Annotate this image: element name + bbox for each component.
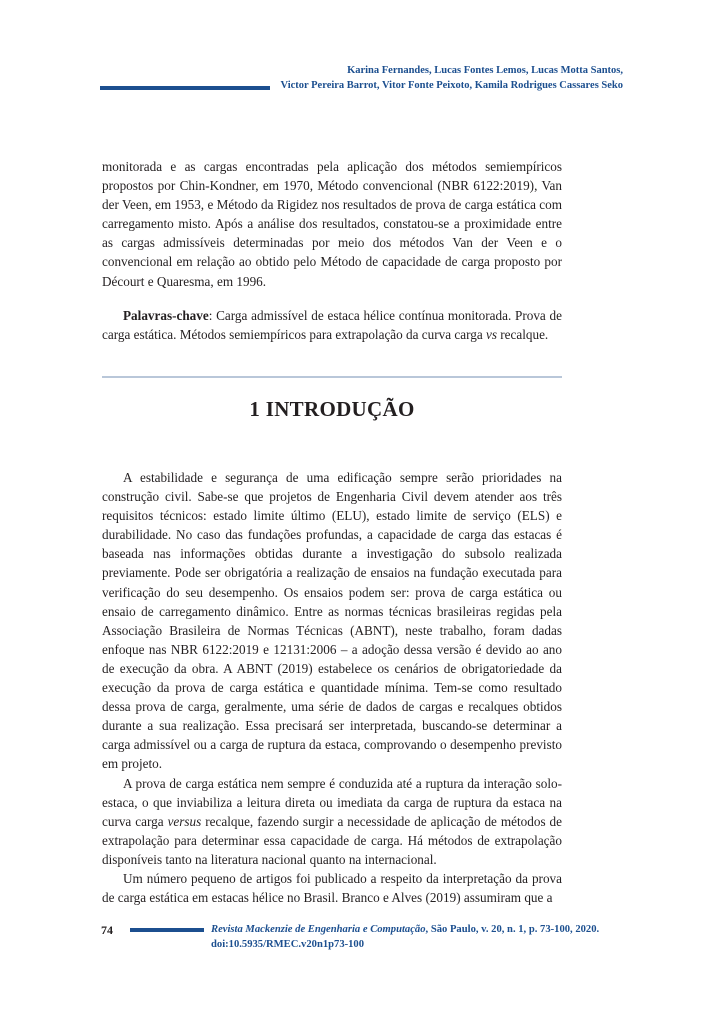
- header-accent-bar: [100, 86, 270, 90]
- intro-p2-text-end: recalque, fazendo surgir a necessidade de aplicação de métodos de extrapolação para determinar essa capacidade de carga. Há métodos de extrapolação disponíveis tanto na literatura nacional quanto na internacional.: [102, 813, 563, 867]
- intro-paragraph-1: A estabilidade e segurança de uma edificação sempre serão prioridades na construção civil. Sabe-se que projetos de Engenharia Civil devem atender aos três requisitos técnicos: estado limite último (ELU), estado limite de serviço (ELS) e durabilidade. No caso das fundações profundas, a capacidade de carga das estacas é baseada nas informações obtidas durante a investigação do subsolo realizada previamente. Pode ser obrigatória a realização de ensaios na fundação executada para verificação do seu desempenho. Os ensaios podem ser: prova de carga estática ou ensaio de carregamento dinâmico. Entre as normas técnicas brasileiras regidas pela Associação Brasileira de Normas Técnicas (ABNT), neste trabalho, foram dadas enfoque nas NBR 6122:2019 e 12131:2006 – a adoção dessa versão é devido ao ano de execução da obra. A ABNT (2019) estabelece os cenários de obrigatoriedade da execução da prova de carga estática e quantidade mínima. Tem-se como resultado dessa prova de carga, geralmente, uma série de dados de cargas e recalques obtidos durante a sua realização. Essa precisará ser interpretada, buscando-se determinar a carga admissível ou a carga de ruptura da estaca, comprovando o desempenho previsto em projeto.: [102, 470, 562, 772]
- intro-paragraph-2: [102, 774, 562, 869]
- intro-paragraph-3: Um número pequeno de artigos foi publicado a respeito da interpretação da prova de carga estática em estacas hélice no Brasil. Branco e Alves (2019) assumiram que a: [102, 870, 562, 906]
- citation-line: [211, 922, 627, 937]
- authors-line-2: Victor Pereira Barrot, Vitor Fonte Peixoto, Kamila Rodrigues Cassares Seko: [280, 79, 623, 91]
- footer-accent-bar: [130, 928, 204, 932]
- abstract-continuation: [102, 157, 562, 291]
- authors-line-1: Karina Fernandes, Lucas Fontes Lemos, Lucas Motta Santos,: [347, 65, 623, 76]
- keywords-text: : Carga admissível de estaca hélice contínua monitorada. Prova de carga estática. Métodos semiempíricos para extrapolação da curva carga: [102, 308, 562, 343]
- journal-details: , São Paulo, v. 20, n. 1, p. 73-100, 2020.: [425, 924, 600, 935]
- footer-citation: [211, 922, 627, 952]
- intro-p2-versus: versus: [167, 813, 202, 829]
- page-number: 74: [101, 923, 113, 937]
- keywords: [102, 306, 562, 344]
- journal-name: Revista Mackenzie de Engenharia e Computação: [211, 924, 426, 935]
- keywords-vs: vs: [485, 327, 497, 343]
- section-divider: [102, 376, 562, 378]
- section-title: 1 INTRODUÇÃO: [249, 397, 415, 421]
- introduction-body: [102, 468, 562, 907]
- header-authors: [281, 64, 623, 93]
- keywords-text-end: recalque.: [496, 327, 549, 343]
- doi: doi:10.5935/RMEC.v20n1p73-100: [211, 939, 365, 950]
- abstract-text: monitorada e as cargas encontradas pela aplicação dos métodos semiempíricos propostos por Chin-Kondner, em 1970, Método convencional (NBR 6122:2019), Van der Veen, em 1953, e Método da Rigidez nos resultados de prova de carga estática com carregamento misto. Após a análise dos resultados, constatou-se a proximidade entre as cargas admissíveis determinadas por meio dos métodos Van der Veen e o convencional em relação ao obtido pelo Método de capacidade de carga proposto por Décourt e Quaresma, em 1996.: [102, 159, 562, 289]
- intro-p2-text: A prova de carga estática nem sempre é conduzida até a ruptura da interação solo-estaca, o que inviabiliza a leitura direta ou imediata da carga de ruptura da estaca na curva carga: [102, 775, 562, 829]
- keywords-label: Palavras-chave: [123, 308, 209, 323]
- keywords-paragraph: [102, 306, 562, 344]
